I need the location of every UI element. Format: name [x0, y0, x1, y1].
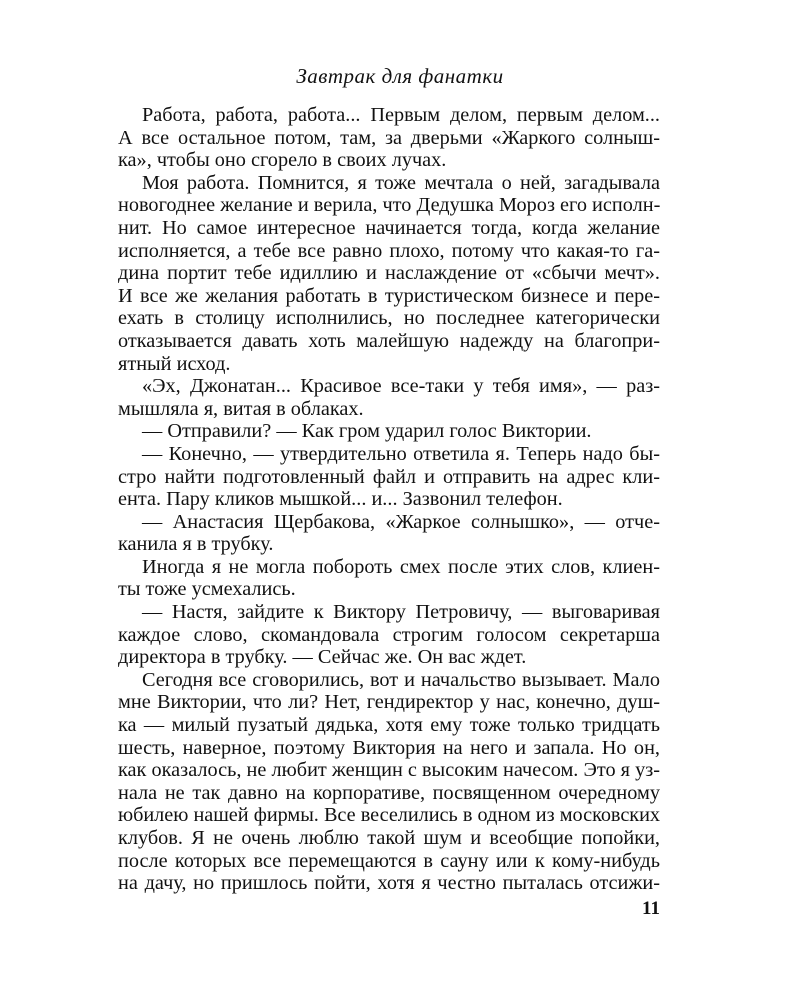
text-line: ехать в столицу исполнились, но последнее категорически [118, 307, 660, 330]
text-line: — Анастасия Щербакова, «Жаркое солнышко», — отче- [142, 510, 660, 533]
text-line: директора в трубку. — Сейчас же. Он вас ждет. [118, 646, 527, 669]
text-line: нит. Но самое интересное начинается тогда, когда желание [118, 216, 660, 239]
text-line: мне Виктории, что ли? Нет, гендиректор у нас, конечно, душ- [118, 691, 660, 714]
text-line: ты тоже усмехались. [118, 578, 296, 601]
text-line: шесть, наверное, поэтому Виктория на него и запала. Но он, [118, 736, 660, 759]
running-head: Завтрак для фанатки [296, 64, 504, 88]
text-line: А все остальное потом, там, за дверьми «Жаркого солныш- [118, 126, 660, 149]
text-line: «Эх, Джонатан... Красивое все-таки у тебя имя», — раз- [142, 375, 660, 398]
text-line: исполняется, а тебе все равно плохо, потому что какая-то га- [118, 239, 660, 262]
text-line: отказывается давать хоть малейшую надежду на благопри- [118, 329, 660, 352]
text-line: Моя работа. Помнится, я тоже мечтала о ней, загадывала [142, 171, 660, 194]
body-text [118, 104, 660, 895]
text-line: Иногда я не могла побороть смех после этих слов, клиен- [142, 555, 660, 578]
text-line: ка — милый пузатый дядька, хотя ему тоже только тридцать [118, 714, 660, 737]
text-line: Сегодня все сговорились, вот и начальство вызывает. Мало [142, 668, 660, 691]
text-line: на дачу, но пришлось пойти, хотя я честно пыталась отсижи- [118, 872, 660, 895]
text-line: клубов. Я не очень люблю такой шум и всеобщие попойки, [118, 827, 660, 849]
text-line: — Настя, зайдите к Виктору Петровичу, — выговаривая [142, 601, 660, 624]
text-line: ента. Пару кликов мышкой... и... Зазвонил телефон. [118, 488, 563, 511]
text-line: мышляла я, витая в облаках. [118, 397, 364, 420]
text-line: нала не так давно на корпоративе, посвященном очередному [118, 781, 660, 804]
text-line: новогоднее желание и верила, что Дедушка Мороз его исполн- [118, 194, 661, 217]
text-line: канила я в трубку. [118, 533, 274, 556]
text-line: каждое слово, скомандовала строгим голосом секретарша [118, 623, 660, 646]
text-line: юбилею нашей фирмы. Все веселились в одном из московских [118, 804, 660, 827]
text-line: ятный исход. [118, 352, 231, 375]
text-line: дина портит тебе идиллию и наслаждение от «сбычи мечт». [118, 262, 660, 285]
text-line: — Отправили? — Как гром ударил голос Виктории. [142, 420, 592, 443]
text-line: Работа, работа, работа... Первым делом, первым делом... [142, 104, 660, 126]
text-line: ка», чтобы оно сгорело в своих лучах. [118, 149, 447, 172]
text-line: после которых все перемещаются в сауну или к кому-нибудь [118, 849, 660, 872]
page-number: 11 [642, 898, 660, 919]
text-line: И все же желания работать в туристическом бизнесе и пере- [118, 284, 660, 307]
text-line: стро найти подготовленный файл и отправить на адрес кли- [118, 465, 660, 488]
text-line: — Конечно, — утвердительно ответила я. Теперь надо бы- [142, 442, 660, 465]
text-line: как оказалось, не любит женщин с высоким начесом. Это я уз- [118, 759, 660, 782]
